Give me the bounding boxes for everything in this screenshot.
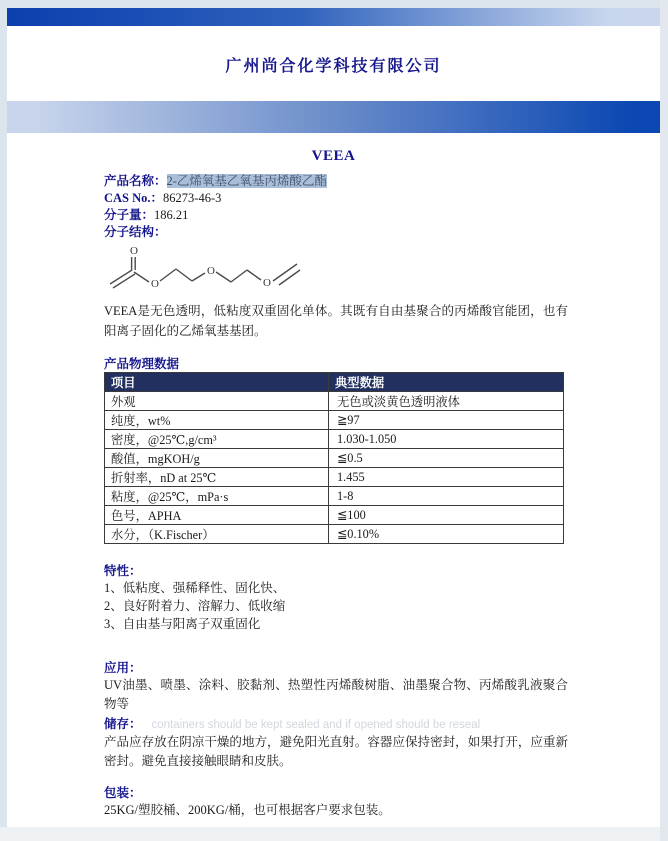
row-value: 1.455 [329, 468, 564, 487]
table-row [105, 468, 564, 487]
structure-label: 分子结构： [104, 225, 167, 239]
document-page [7, 8, 660, 827]
storage-section-title [104, 716, 568, 733]
table-row [105, 430, 564, 449]
features-section [104, 563, 568, 633]
storage-ghost-text: containers should be kept sealed and if opened should be reseal [151, 719, 481, 731]
feature-item: 2、良好附着力、溶解力、低收缩 [104, 599, 286, 613]
row-value: ≦100 [329, 506, 564, 525]
product-name-value: 2-乙烯氧基乙氧基丙烯酸乙酯 [166, 174, 327, 188]
vinyl-ether-oxygen-label: O [263, 277, 271, 289]
row-value: ≧97 [329, 411, 564, 430]
row-item: 色号，APHA [105, 506, 329, 525]
row-value: 无色或淡黄色透明液体 [329, 392, 564, 411]
row-item: 酸值，mgKOH/g [105, 449, 329, 468]
table-row [105, 487, 564, 506]
column-header-value: 典型数据 [329, 373, 564, 392]
cas-label: CAS No.： [104, 191, 164, 205]
carbonyl-oxygen-label: O [130, 245, 138, 257]
page-right-margin [660, 0, 668, 841]
company-name: 广州尚合化学科技有限公司 [225, 58, 442, 75]
molecular-weight-line [104, 207, 568, 224]
applications-section [104, 660, 568, 713]
cas-value: 86273-46-3 [163, 191, 222, 205]
table-row [105, 392, 564, 411]
row-value: 1-8 [329, 487, 564, 506]
column-header-item: 项目 [105, 373, 329, 392]
row-item: 折射率，nD at 25℃ [105, 468, 329, 487]
packaging-section-title: 包装： [104, 786, 142, 800]
molecular-weight-label: 分子量： [104, 208, 155, 222]
features-section-title: 特性： [104, 564, 142, 578]
middle-oxygen-label: O [207, 265, 215, 277]
table-row [105, 449, 564, 468]
physical-data-table [104, 372, 564, 544]
product-description: VEEA是无色透明，低粘度双重固化单体。其既有自由基聚合的丙烯酸官能团，也有阳离子固化的乙烯氧基基团。 [104, 304, 568, 338]
applications-section-title: 应用： [104, 661, 142, 675]
packaging-text: 25KG/塑胶桶、200KG/桶，也可根据客户要求包装。 [104, 803, 391, 817]
product-name-line [104, 173, 568, 190]
page-bottom-margin [0, 827, 668, 841]
table-row [105, 525, 564, 544]
row-item: 粘度，@25℃，mPa·s [105, 487, 329, 506]
row-item: 外观 [105, 392, 329, 411]
storage-section [104, 716, 568, 770]
top-gradient-bar [7, 8, 660, 26]
row-value: 1.030-1.050 [329, 430, 564, 449]
packaging-section [104, 785, 568, 820]
table-row [105, 411, 564, 430]
feature-item: 3、自由基与阳离子双重固化 [104, 617, 261, 631]
row-item: 密度，@25℃,g/cm³ [105, 430, 329, 449]
cas-line [104, 190, 568, 207]
product-name-label: 产品名称： [104, 174, 167, 188]
table-header-row [105, 373, 564, 392]
molecular-weight-value: 186.21 [154, 208, 189, 222]
row-item: 纯度，wt% [105, 411, 329, 430]
storage-title-text: 储存： [104, 717, 142, 731]
row-value: ≦0.10% [329, 525, 564, 544]
physical-data-section-title: 产品物理数据 [104, 357, 180, 371]
structure-line [104, 224, 568, 241]
document-content [104, 173, 568, 820]
ester-oxygen-label: O [151, 278, 159, 290]
row-item: 水分，（K.Fischer） [105, 525, 329, 544]
product-title: VEEA [311, 148, 356, 164]
molecular-structure-image [105, 244, 340, 296]
table-row [105, 506, 564, 525]
storage-text: 产品应存放在阴凉干燥的地方，避免阳光直射。容器应保持密封，如果打开，应重新密封。避免直接接触眼睛和皮肤。 [104, 735, 568, 768]
feature-item: 1、低粘度、强稀释性、固化快、 [104, 581, 286, 595]
applications-text: UV油墨、喷墨、涂料、胶黏剂、热塑性丙烯酸树脂、油墨聚合物、丙烯酸乳液聚合物等 [104, 678, 568, 711]
middle-gradient-bar [7, 101, 660, 133]
row-value: ≦0.5 [329, 449, 564, 468]
